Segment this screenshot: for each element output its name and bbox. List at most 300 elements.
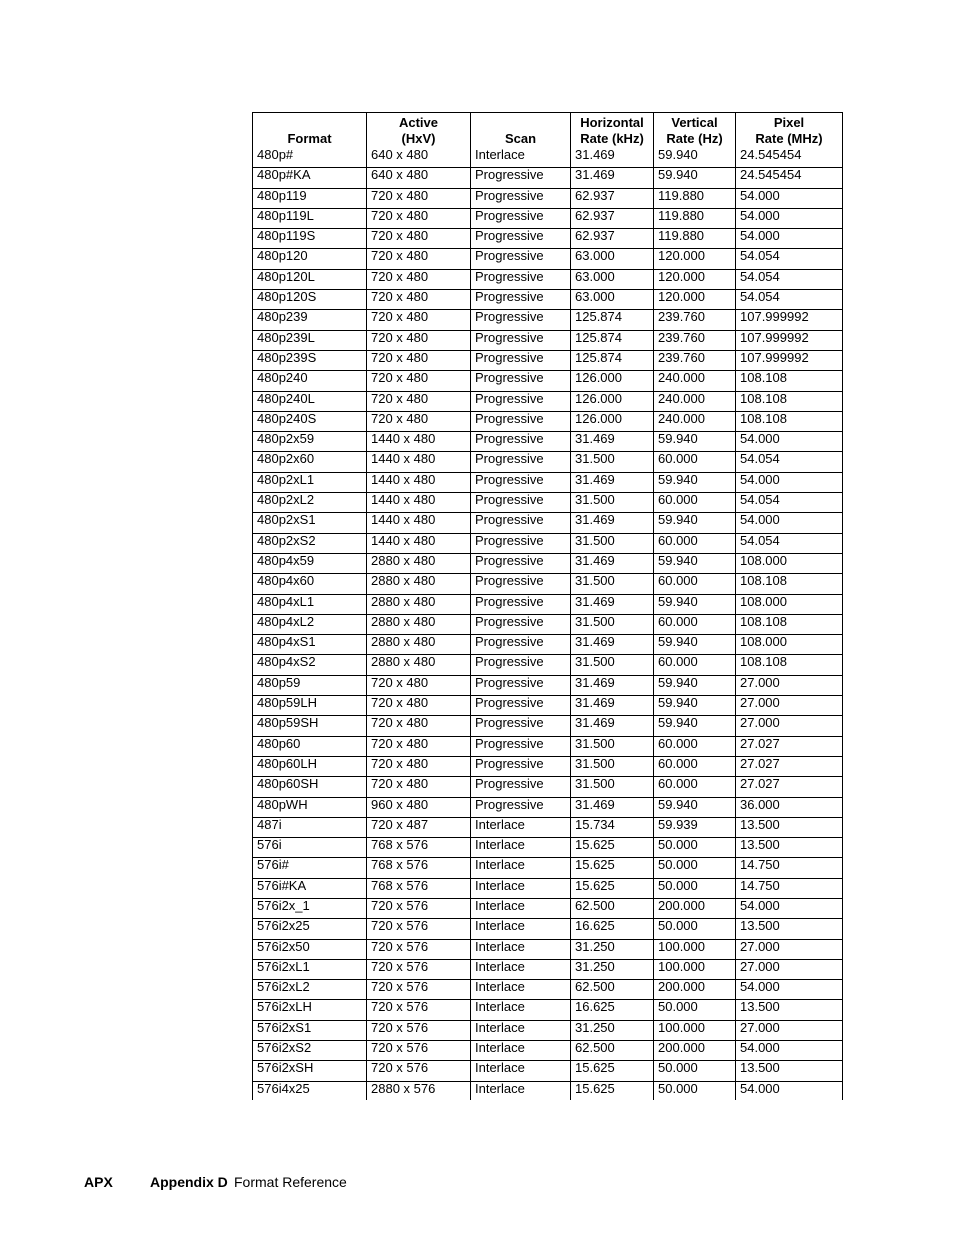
cell-scan: Interlace [471, 1041, 571, 1061]
table-row [253, 878, 843, 898]
cell-pixel-rate: 54.000 [736, 472, 843, 492]
cell-vertical-rate: 50.000 [654, 858, 736, 878]
cell-scan: Progressive [471, 756, 571, 776]
cell-pixel-rate: 13.500 [736, 838, 843, 858]
table-row [253, 188, 843, 208]
cell-scan: Progressive [471, 716, 571, 736]
cell-format: 487i [253, 817, 367, 837]
cell-active: 768 x 576 [367, 838, 471, 858]
cell-vertical-rate: 200.000 [654, 898, 736, 918]
cell-scan: Interlace [471, 1000, 571, 1020]
cell-horizontal-rate: 31.469 [571, 148, 654, 168]
cell-vertical-rate: 120.000 [654, 269, 736, 289]
cell-vertical-rate: 60.000 [654, 736, 736, 756]
header-pixel-rate [736, 113, 843, 149]
cell-horizontal-rate: 31.469 [571, 472, 654, 492]
cell-vertical-rate: 200.000 [654, 980, 736, 1000]
cell-scan: Progressive [471, 513, 571, 533]
cell-vertical-rate: 59.940 [654, 472, 736, 492]
cell-pixel-rate: 24.545454 [736, 168, 843, 188]
cell-scan: Interlace [471, 148, 571, 168]
cell-active: 720 x 480 [367, 371, 471, 391]
cell-pixel-rate: 54.000 [736, 208, 843, 228]
cell-format: 480p2xS1 [253, 513, 367, 533]
cell-horizontal-rate: 62.937 [571, 208, 654, 228]
cell-format: 480p2xL1 [253, 472, 367, 492]
cell-format: 480p4xS1 [253, 635, 367, 655]
table-row [253, 493, 843, 513]
cell-pixel-rate: 14.750 [736, 858, 843, 878]
cell-horizontal-rate: 15.734 [571, 817, 654, 837]
cell-format: 480p239 [253, 310, 367, 330]
table-row [253, 614, 843, 634]
table-row [253, 371, 843, 391]
table-body [253, 148, 843, 1100]
cell-active: 1440 x 480 [367, 432, 471, 452]
header-pixel-line1: Pixel [773, 115, 805, 130]
cell-format: 480p4xL1 [253, 594, 367, 614]
cell-vertical-rate: 240.000 [654, 391, 736, 411]
cell-active: 720 x 576 [367, 1061, 471, 1081]
cell-active: 1440 x 480 [367, 533, 471, 553]
table-row [253, 330, 843, 350]
cell-active: 640 x 480 [367, 148, 471, 168]
cell-active: 720 x 576 [367, 1020, 471, 1040]
table-row [253, 675, 843, 695]
cell-scan: Progressive [471, 533, 571, 553]
cell-pixel-rate: 108.108 [736, 371, 843, 391]
cell-active: 720 x 480 [367, 290, 471, 310]
cell-active: 720 x 576 [367, 898, 471, 918]
cell-format: 480p4x60 [253, 574, 367, 594]
table-row [253, 1061, 843, 1081]
cell-pixel-rate: 13.500 [736, 919, 843, 939]
cell-active: 768 x 576 [367, 858, 471, 878]
cell-format: 480p119 [253, 188, 367, 208]
cell-scan: Interlace [471, 838, 571, 858]
cell-format: 480p60LH [253, 756, 367, 776]
cell-vertical-rate: 119.880 [654, 229, 736, 249]
cell-format: 480p240L [253, 391, 367, 411]
cell-vertical-rate: 59.940 [654, 635, 736, 655]
cell-vertical-rate: 100.000 [654, 939, 736, 959]
cell-pixel-rate: 54.000 [736, 188, 843, 208]
cell-active: 1440 x 480 [367, 493, 471, 513]
cell-active: 1440 x 480 [367, 513, 471, 533]
cell-scan: Progressive [471, 432, 571, 452]
cell-format: 480p2xS2 [253, 533, 367, 553]
cell-scan: Interlace [471, 878, 571, 898]
cell-vertical-rate: 59.940 [654, 696, 736, 716]
cell-horizontal-rate: 15.625 [571, 1061, 654, 1081]
footer-section: APX [84, 1174, 113, 1190]
cell-format: 480p59SH [253, 716, 367, 736]
cell-active: 2880 x 480 [367, 655, 471, 675]
cell-active: 720 x 480 [367, 777, 471, 797]
cell-horizontal-rate: 125.874 [571, 310, 654, 330]
cell-format: 576i# [253, 858, 367, 878]
cell-format: 480p59 [253, 675, 367, 695]
cell-pixel-rate: 108.108 [736, 411, 843, 431]
cell-active: 720 x 576 [367, 959, 471, 979]
table-row [253, 208, 843, 228]
cell-horizontal-rate: 125.874 [571, 330, 654, 350]
footer-appendix: Appendix D [150, 1174, 228, 1190]
cell-vertical-rate: 239.760 [654, 350, 736, 370]
cell-active: 2880 x 480 [367, 574, 471, 594]
cell-horizontal-rate: 31.250 [571, 939, 654, 959]
cell-vertical-rate: 100.000 [654, 959, 736, 979]
cell-scan: Progressive [471, 797, 571, 817]
cell-format: 480p# [253, 148, 367, 168]
cell-vertical-rate: 50.000 [654, 919, 736, 939]
cell-pixel-rate: 54.000 [736, 980, 843, 1000]
table-row [253, 696, 843, 716]
cell-vertical-rate: 60.000 [654, 614, 736, 634]
cell-pixel-rate: 54.054 [736, 249, 843, 269]
cell-format: 480p60SH [253, 777, 367, 797]
cell-vertical-rate: 239.760 [654, 330, 736, 350]
cell-format: 576i2xL1 [253, 959, 367, 979]
table-row [253, 939, 843, 959]
cell-scan: Progressive [471, 635, 571, 655]
cell-active: 960 x 480 [367, 797, 471, 817]
cell-horizontal-rate: 125.874 [571, 350, 654, 370]
cell-scan: Progressive [471, 614, 571, 634]
cell-horizontal-rate: 31.469 [571, 432, 654, 452]
header-format-label: Format [287, 131, 332, 146]
header-horizontal-line2: Rate (kHz) [580, 131, 644, 146]
cell-pixel-rate: 108.108 [736, 574, 843, 594]
cell-horizontal-rate: 31.500 [571, 756, 654, 776]
cell-format: 480p240 [253, 371, 367, 391]
cell-format: 480p60 [253, 736, 367, 756]
cell-scan: Progressive [471, 290, 571, 310]
cell-pixel-rate: 13.500 [736, 1061, 843, 1081]
cell-pixel-rate: 14.750 [736, 878, 843, 898]
cell-horizontal-rate: 15.625 [571, 838, 654, 858]
cell-pixel-rate: 27.000 [736, 1020, 843, 1040]
cell-format: 480pWH [253, 797, 367, 817]
table-row [253, 838, 843, 858]
cell-pixel-rate: 54.054 [736, 452, 843, 472]
cell-active: 1440 x 480 [367, 452, 471, 472]
cell-active: 720 x 576 [367, 919, 471, 939]
cell-pixel-rate: 108.108 [736, 391, 843, 411]
cell-active: 720 x 480 [367, 350, 471, 370]
table-row [253, 168, 843, 188]
cell-horizontal-rate: 126.000 [571, 411, 654, 431]
cell-scan: Progressive [471, 594, 571, 614]
cell-format: 480p120L [253, 269, 367, 289]
table-row [253, 290, 843, 310]
cell-format: 480p119L [253, 208, 367, 228]
cell-horizontal-rate: 31.469 [571, 513, 654, 533]
cell-scan: Progressive [471, 371, 571, 391]
cell-format: 576i2xL2 [253, 980, 367, 1000]
header-active-line1: Active [398, 115, 439, 130]
cell-active: 768 x 576 [367, 878, 471, 898]
cell-vertical-rate: 59.940 [654, 594, 736, 614]
cell-pixel-rate: 54.054 [736, 290, 843, 310]
cell-scan: Interlace [471, 858, 571, 878]
cell-pixel-rate: 27.000 [736, 959, 843, 979]
header-scan [471, 113, 571, 149]
cell-horizontal-rate: 31.469 [571, 797, 654, 817]
cell-vertical-rate: 60.000 [654, 777, 736, 797]
cell-vertical-rate: 120.000 [654, 249, 736, 269]
cell-pixel-rate: 27.000 [736, 696, 843, 716]
format-table-container [252, 112, 842, 1100]
cell-active: 720 x 480 [367, 716, 471, 736]
cell-scan: Progressive [471, 269, 571, 289]
header-active-line2: (HxV) [401, 131, 436, 146]
cell-active: 2880 x 480 [367, 594, 471, 614]
cell-vertical-rate: 50.000 [654, 1061, 736, 1081]
cell-pixel-rate: 13.500 [736, 1000, 843, 1020]
cell-format: 576i2xS2 [253, 1041, 367, 1061]
cell-horizontal-rate: 62.500 [571, 898, 654, 918]
table-row [253, 249, 843, 269]
cell-scan: Progressive [471, 574, 571, 594]
cell-format: 480p119S [253, 229, 367, 249]
table-row [253, 310, 843, 330]
table-row [253, 411, 843, 431]
cell-pixel-rate: 107.999992 [736, 350, 843, 370]
cell-pixel-rate: 54.000 [736, 432, 843, 452]
header-format [253, 113, 367, 149]
table-row [253, 452, 843, 472]
cell-scan: Progressive [471, 350, 571, 370]
cell-pixel-rate: 54.000 [736, 1041, 843, 1061]
cell-scan: Progressive [471, 229, 571, 249]
cell-vertical-rate: 59.940 [654, 797, 736, 817]
cell-horizontal-rate: 31.469 [571, 594, 654, 614]
cell-vertical-rate: 60.000 [654, 655, 736, 675]
header-scan-label: Scan [504, 131, 537, 146]
cell-vertical-rate: 50.000 [654, 1000, 736, 1020]
cell-vertical-rate: 60.000 [654, 493, 736, 513]
cell-scan: Interlace [471, 1061, 571, 1081]
cell-active: 720 x 480 [367, 411, 471, 431]
cell-vertical-rate: 120.000 [654, 290, 736, 310]
cell-pixel-rate: 107.999992 [736, 310, 843, 330]
table-row [253, 777, 843, 797]
cell-horizontal-rate: 63.000 [571, 290, 654, 310]
cell-horizontal-rate: 126.000 [571, 391, 654, 411]
cell-scan: Progressive [471, 249, 571, 269]
cell-horizontal-rate: 31.500 [571, 493, 654, 513]
cell-scan: Progressive [471, 310, 571, 330]
cell-horizontal-rate: 31.250 [571, 1020, 654, 1040]
cell-pixel-rate: 54.000 [736, 229, 843, 249]
cell-horizontal-rate: 31.469 [571, 635, 654, 655]
cell-pixel-rate: 24.545454 [736, 148, 843, 168]
cell-format: 576i2xLH [253, 1000, 367, 1020]
cell-format: 576i#KA [253, 878, 367, 898]
cell-horizontal-rate: 16.625 [571, 919, 654, 939]
cell-vertical-rate: 50.000 [654, 1081, 736, 1100]
cell-scan: Progressive [471, 472, 571, 492]
table-row [253, 350, 843, 370]
table-row [253, 594, 843, 614]
cell-vertical-rate: 100.000 [654, 1020, 736, 1040]
cell-horizontal-rate: 15.625 [571, 858, 654, 878]
cell-scan: Progressive [471, 330, 571, 350]
cell-vertical-rate: 59.940 [654, 513, 736, 533]
header-vertical-line2: Rate (Hz) [666, 131, 723, 146]
cell-horizontal-rate: 15.625 [571, 1081, 654, 1100]
table-row [253, 432, 843, 452]
table-row [253, 1041, 843, 1061]
cell-scan: Progressive [471, 168, 571, 188]
cell-horizontal-rate: 31.500 [571, 614, 654, 634]
cell-format: 576i2x_1 [253, 898, 367, 918]
cell-horizontal-rate: 63.000 [571, 249, 654, 269]
cell-scan: Progressive [471, 493, 571, 513]
cell-format: 480p4x59 [253, 553, 367, 573]
table-row [253, 959, 843, 979]
cell-pixel-rate: 54.054 [736, 493, 843, 513]
cell-active: 720 x 576 [367, 939, 471, 959]
cell-format: 480p2x59 [253, 432, 367, 452]
table-row [253, 756, 843, 776]
format-table [252, 112, 843, 1100]
cell-active: 720 x 480 [367, 330, 471, 350]
cell-pixel-rate: 108.108 [736, 614, 843, 634]
cell-horizontal-rate: 126.000 [571, 371, 654, 391]
table-row [253, 553, 843, 573]
cell-scan: Progressive [471, 675, 571, 695]
table-row [253, 919, 843, 939]
cell-horizontal-rate: 62.937 [571, 229, 654, 249]
cell-pixel-rate: 108.000 [736, 553, 843, 573]
cell-horizontal-rate: 31.500 [571, 574, 654, 594]
cell-format: 576i2xS1 [253, 1020, 367, 1040]
cell-format: 576i4x25 [253, 1081, 367, 1100]
table-row [253, 858, 843, 878]
header-horizontal-line1: Horizontal [580, 115, 644, 130]
cell-scan: Interlace [471, 898, 571, 918]
cell-horizontal-rate: 31.469 [571, 553, 654, 573]
cell-active: 720 x 480 [367, 188, 471, 208]
cell-vertical-rate: 240.000 [654, 411, 736, 431]
cell-horizontal-rate: 31.500 [571, 736, 654, 756]
cell-horizontal-rate: 31.469 [571, 696, 654, 716]
cell-format: 576i2x50 [253, 939, 367, 959]
cell-active: 640 x 480 [367, 168, 471, 188]
table-row [253, 635, 843, 655]
cell-vertical-rate: 59.940 [654, 432, 736, 452]
table-header-row [253, 113, 843, 149]
cell-format: 576i2xSH [253, 1061, 367, 1081]
header-vertical-line1: Vertical [671, 115, 718, 130]
cell-vertical-rate: 60.000 [654, 452, 736, 472]
cell-format: 576i2x25 [253, 919, 367, 939]
cell-horizontal-rate: 16.625 [571, 1000, 654, 1020]
cell-horizontal-rate: 31.500 [571, 452, 654, 472]
cell-horizontal-rate: 31.500 [571, 533, 654, 553]
cell-pixel-rate: 13.500 [736, 817, 843, 837]
header-active [367, 113, 471, 149]
cell-scan: Progressive [471, 696, 571, 716]
cell-active: 720 x 480 [367, 269, 471, 289]
cell-active: 720 x 576 [367, 1000, 471, 1020]
cell-format: 480p59LH [253, 696, 367, 716]
cell-vertical-rate: 59.940 [654, 716, 736, 736]
cell-active: 720 x 480 [367, 208, 471, 228]
cell-format: 480p120S [253, 290, 367, 310]
cell-active: 720 x 480 [367, 736, 471, 756]
cell-format: 576i [253, 838, 367, 858]
cell-scan: Interlace [471, 980, 571, 1000]
cell-active: 720 x 480 [367, 675, 471, 695]
header-pixel-line2: Rate (MHz) [755, 131, 823, 146]
cell-horizontal-rate: 15.625 [571, 878, 654, 898]
cell-vertical-rate: 59.940 [654, 148, 736, 168]
cell-scan: Interlace [471, 817, 571, 837]
cell-active: 720 x 480 [367, 391, 471, 411]
cell-pixel-rate: 27.000 [736, 675, 843, 695]
table-row [253, 797, 843, 817]
table-row [253, 229, 843, 249]
cell-vertical-rate: 59.940 [654, 675, 736, 695]
cell-vertical-rate: 59.939 [654, 817, 736, 837]
table-row [253, 655, 843, 675]
cell-active: 1440 x 480 [367, 472, 471, 492]
cell-pixel-rate: 27.000 [736, 716, 843, 736]
cell-active: 720 x 487 [367, 817, 471, 837]
cell-pixel-rate: 54.054 [736, 533, 843, 553]
cell-active: 720 x 480 [367, 310, 471, 330]
cell-format: 480p239L [253, 330, 367, 350]
table-row [253, 1000, 843, 1020]
cell-pixel-rate: 27.000 [736, 939, 843, 959]
cell-active: 720 x 576 [367, 980, 471, 1000]
cell-horizontal-rate: 62.937 [571, 188, 654, 208]
cell-format: 480p4xS2 [253, 655, 367, 675]
cell-scan: Interlace [471, 959, 571, 979]
table-row [253, 980, 843, 1000]
cell-pixel-rate: 54.054 [736, 269, 843, 289]
table-row [253, 269, 843, 289]
cell-vertical-rate: 119.880 [654, 208, 736, 228]
cell-format: 480p#KA [253, 168, 367, 188]
cell-scan: Progressive [471, 208, 571, 228]
cell-scan: Progressive [471, 655, 571, 675]
cell-scan: Progressive [471, 411, 571, 431]
cell-horizontal-rate: 31.250 [571, 959, 654, 979]
cell-vertical-rate: 50.000 [654, 838, 736, 858]
cell-vertical-rate: 50.000 [654, 878, 736, 898]
cell-pixel-rate: 54.000 [736, 513, 843, 533]
cell-horizontal-rate: 31.500 [571, 777, 654, 797]
cell-vertical-rate: 60.000 [654, 756, 736, 776]
cell-active: 2880 x 480 [367, 635, 471, 655]
cell-format: 480p239S [253, 350, 367, 370]
table-row [253, 472, 843, 492]
cell-horizontal-rate: 62.500 [571, 1041, 654, 1061]
cell-pixel-rate: 27.027 [736, 777, 843, 797]
cell-active: 2880 x 576 [367, 1081, 471, 1100]
cell-pixel-rate: 108.000 [736, 594, 843, 614]
cell-scan: Interlace [471, 919, 571, 939]
table-row [253, 574, 843, 594]
cell-active: 2880 x 480 [367, 553, 471, 573]
header-horizontal-rate [571, 113, 654, 149]
cell-active: 720 x 480 [367, 249, 471, 269]
cell-active: 720 x 480 [367, 229, 471, 249]
